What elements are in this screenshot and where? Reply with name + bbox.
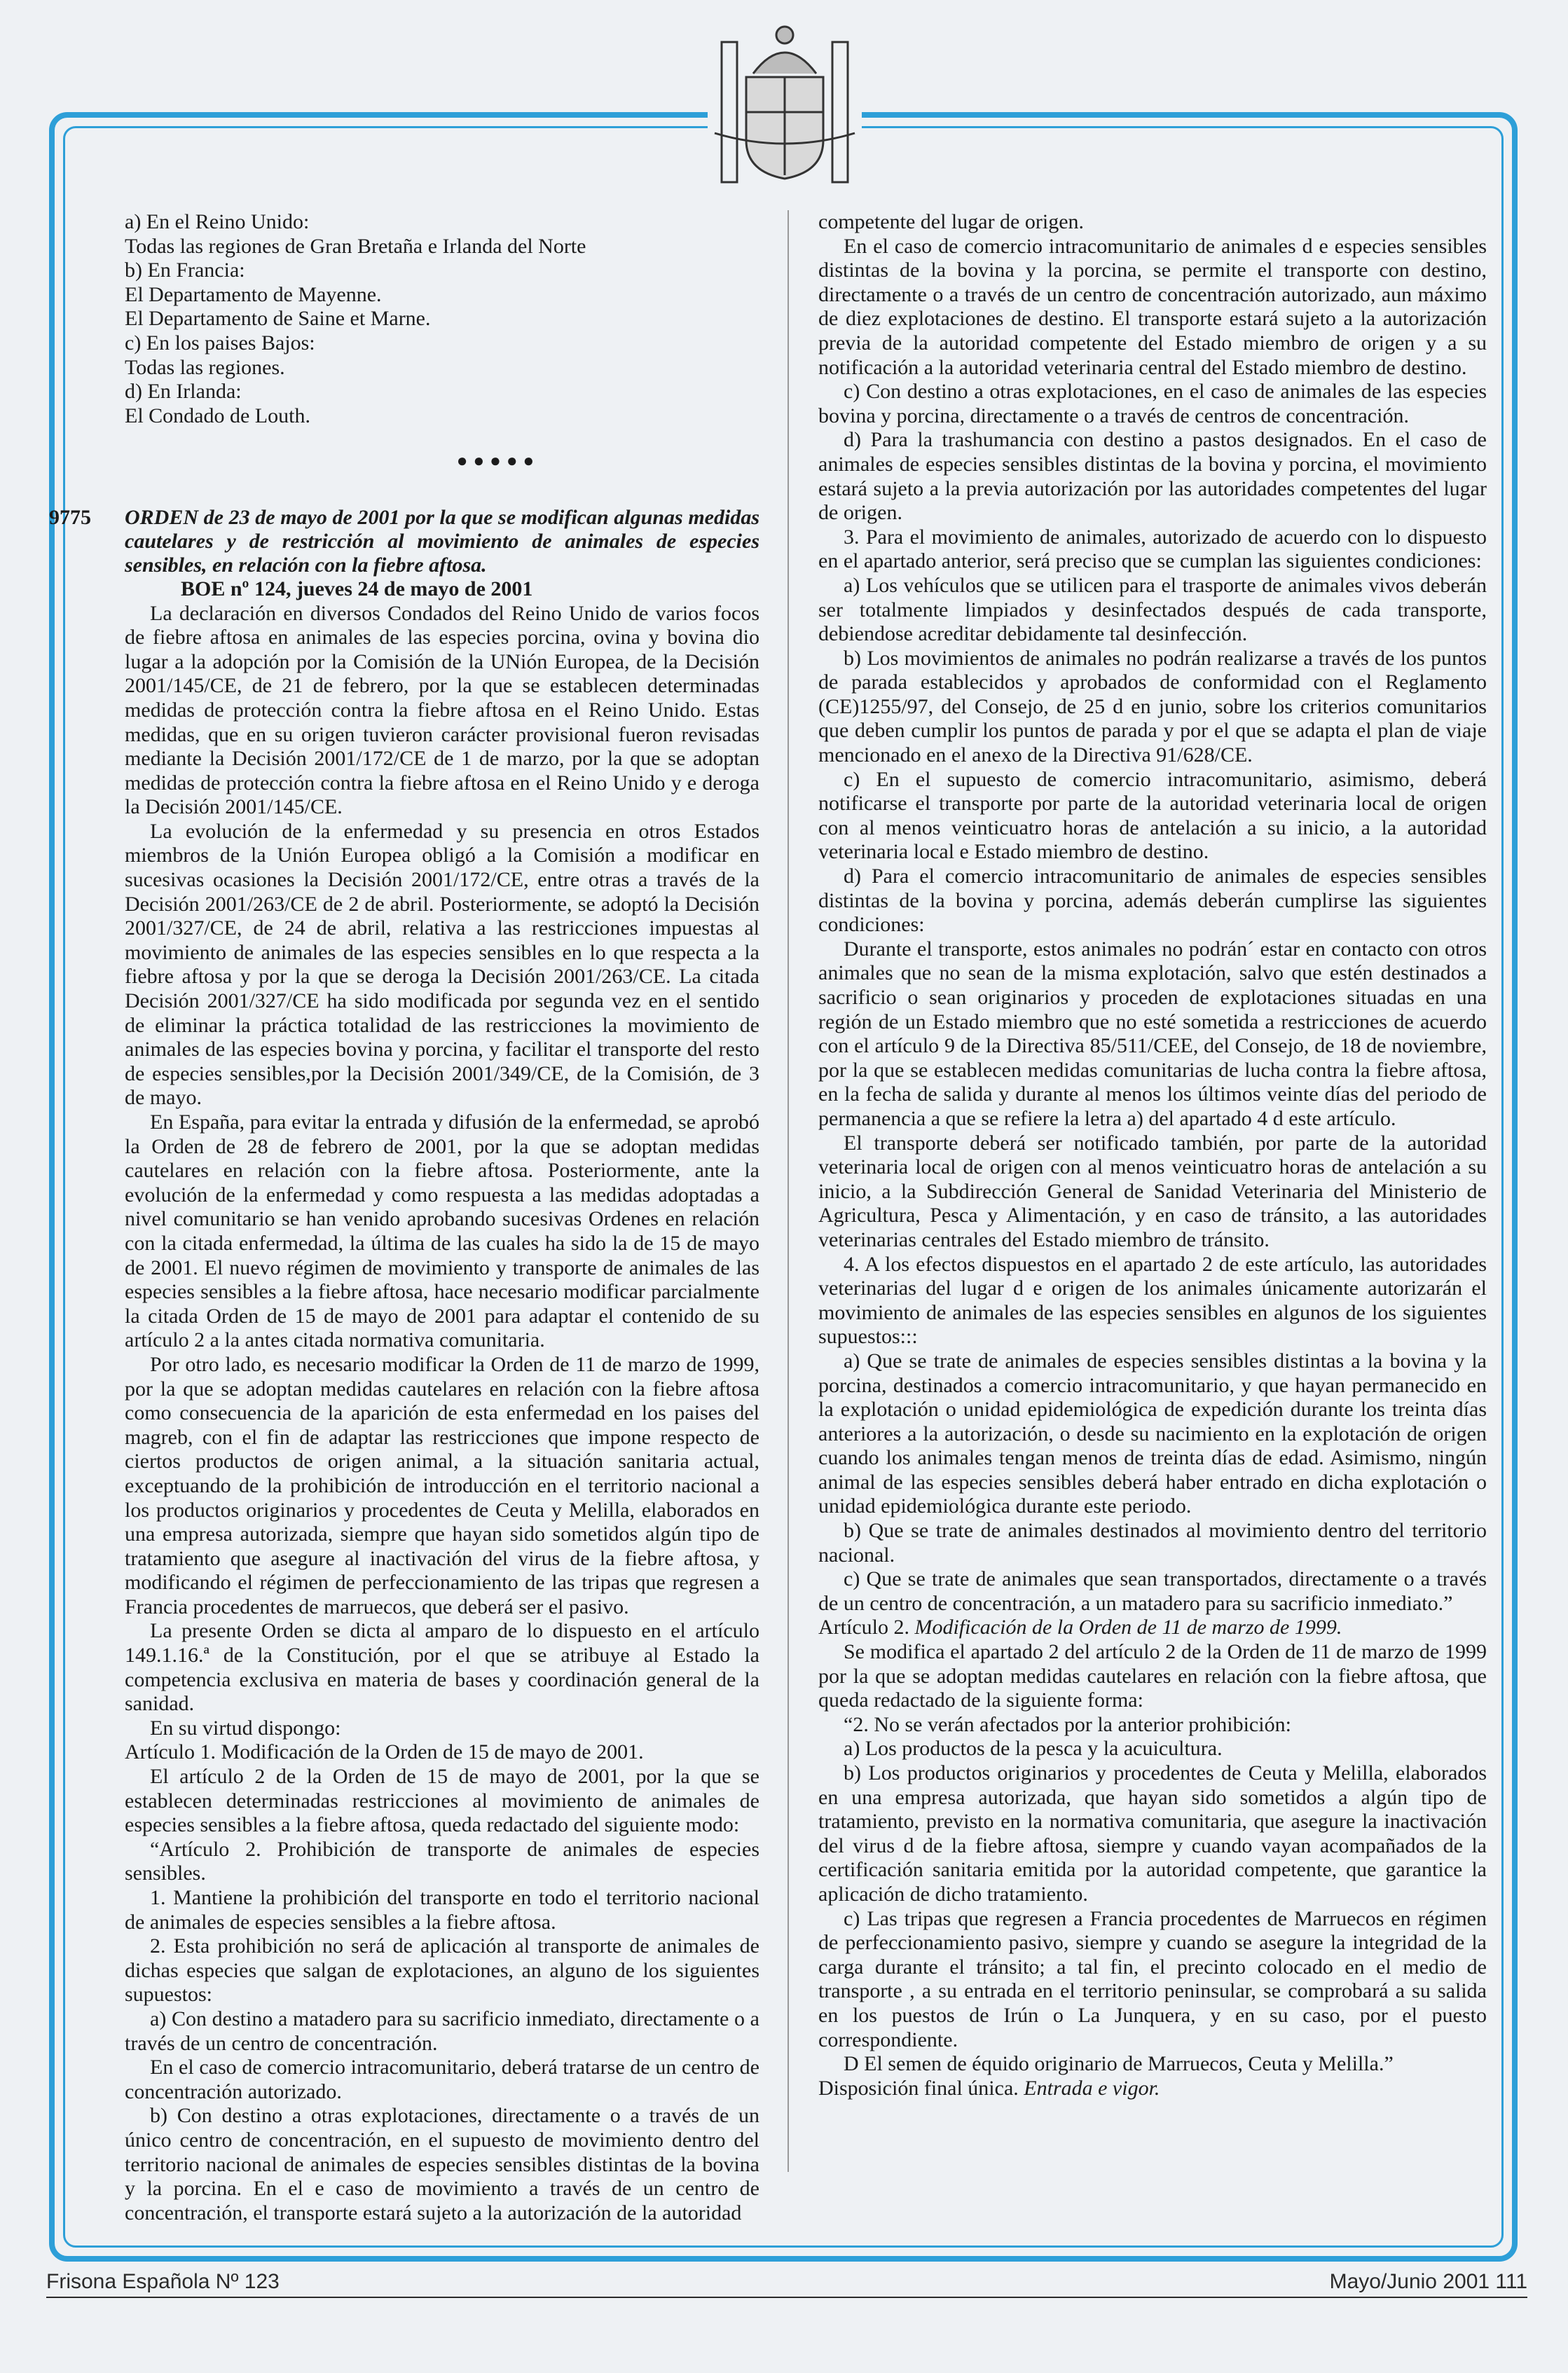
body-paragraph: competente del lugar de origen. (818, 210, 1085, 233)
body-paragraph: c) Que se trate de animales que sean transportados, directamente o a través de un centro de concentración, a un matadero para su sacrificio inmediato.” (818, 1567, 1487, 1615)
coat-of-arms-icon (708, 14, 862, 196)
body-paragraph: c) Con destino a otras explotaciones, en el caso de animales de las especies bovina y porcina, directamente o a través de centros de concentración. (818, 380, 1487, 427)
body-paragraph: c) En el supuesto de comercio intracomunitario, asimismo, deberá notificarse el transporte por parte de la autoridad veterinaria local de origen con al menos veinticuatro horas de antelación a su inicio, a la autoridad veterinaria local e Estado miembro de destino. (818, 767, 1487, 864)
body-paragraph: b) Los movimientos de animales no podrán realizarse a través de los puntos de parada establecidos y aprobados de conformidad con el Reglamento (CE)1255/97, del Consejo, de 25 d en junio, sobre los criterios comunitarios que deben cumplir los puntos de parada y por el que se adapta el plan de viaje mencionado en el anexo de la Directiva 91/628/CE. (818, 646, 1487, 767)
body-paragraph: El transporte deberá ser notificado también, por parte de la autoridad veterinaria local de origen con al menos veinticuatro horas de antelación a su inicio, a la Subdirección General de Sanidad Veterinaria del Ministerio de Agricultura, Pesca y Alimentación, y en caso de tránsito, a las autoridades veterinarias centrales del Estado miembro de tránsito. (818, 1131, 1487, 1251)
region-line: a) En el Reino Unido: (125, 210, 310, 233)
body-paragraph: El artículo 2 de la Orden de 15 de mayo de 2001, por la que se establecen determinadas restricciones al movimiento de animales de especies sensibles a la fiebre aftosa, queda redactado del siguiente modo: (125, 1765, 759, 1837)
footer-issue-page: Mayo/Junio 2001 111 (1329, 2270, 1527, 2293)
region-line: Todas las regiones de Gran Bretaña e Irlanda del Norte (125, 234, 586, 258)
order-heading (49, 505, 759, 577)
final-prefix: Disposición final única. (818, 2076, 1019, 2100)
body-paragraph: 4. A los efectos dispuestos en el apartado 2 de este artículo, las autoridades veterinarias del lugar d e origen de los animales únicamente autorizarán el movimiento de animales de las especies sensibles en algunos de los siguientes supuestos::: (818, 1252, 1487, 1349)
body-paragraph: Por otro lado, es necesario modificar la Orden de 11 de marzo de 1999, por la que se adoptan medidas cautelares en relación con la fiebre aftosa como consecuencia de la aparición de esta enfermedad en los paises del magreb, con el fin de adaptar las restricciones que impone respecto de ciertos productos de origen animal, a la situación sanitaria actual, exceptuando de la prohibición de introducción en el territorio nacional a los productos originarios y procedentes de Ceuta y Melilla, elaborados en una empresa autorizada, siempre que hayan sido sometidos algún tipo de tratamiento que asegure al inactivación del virus de la fiebre aftosa, y modificando el régimen de perfeccionamiento de las tripas que regresen a Francia procedentes de marruecos, que deberá ser el pasivo. (125, 1352, 759, 1618)
order-number: 9775 (49, 505, 91, 529)
body-paragraph: c) Las tripas que regresen a Francia procedentes de Marruecos en régimen de perfeccionamiento pasivo, siempre y cuando se asegure la integridad de la carga durante el tránsito; a tal fin, el precinto colocado en el medio de transporte , a su entrada en el territorio peninsular, se comprobará a su salida en los puestos de Irún o La Junquera, y en su caso, por el puesto correspondiente. (818, 1906, 1487, 2051)
boe-reference: BOE nº 124, jueves 24 de mayo de 2001 (181, 577, 533, 600)
body-paragraph: 2. Esta prohibición no será de aplicación al transporte de animales de dichas especies que salgan de explotaciones, an alguno de los siguientes supuestos: (125, 1934, 759, 2007)
body-paragraph: a) Los productos de la pesca y la acuicultura. (844, 1737, 1223, 1761)
region-line: d) En Irlanda: (125, 380, 242, 404)
article-prefix: Artículo 2. (818, 1616, 909, 1639)
footer-publication: Frisona Española Nº 123 (46, 2270, 280, 2293)
column-divider (788, 210, 789, 2172)
region-line: Todas las regiones. (125, 355, 285, 379)
body-paragraph: La declaración en diversos Condados del Reino Unido de varios focos de fiebre aftosa en animales de las especies porcina, ovina y bovina dio lugar a la adopción por la Comisión de la UNión Europea, de la Decisión 2001/145/CE, de 21 de febrero, por la que se establecen determinadas medidas de protección contra la fiebre aftosa en el Reino Unido. Estas medidas, que en su origen tuvieron carácter provisional fueron revisadas mediante la Decisión 2001/172/CE de 1 de marzo, por la que se adoptan medidas de protección contra la fiebre aftosa en el Reino Unido y e deroga la Decisión 2001/145/CE. (125, 601, 759, 819)
body-paragraph: En su virtud dispongo: (150, 1716, 341, 1740)
body-paragraph: b) Que se trate de animales destinados al movimiento dentro del territorio nacional. (818, 1519, 1487, 1567)
final-title: Entrada e vigor. (1024, 2076, 1160, 2100)
body-paragraph: 1. Mantiene la prohibición del transporte en todo el territorio nacional de animales de especies sensibles a la fiebre aftosa. (125, 1886, 759, 1934)
article-heading: Artículo 1. Modificación de la Orden de 15 de mayo de 2001. (125, 1740, 644, 1764)
body-paragraph: La presente Orden se dicta al amparo de lo dispuesto en el artículo 149.1.16.ª de la Constitución, por el que se atribuye al Estado la competencia exclusiva en materia de bases y coordinación general de la sanidad. (125, 1619, 759, 1716)
body-paragraph: b) Con destino a otras explotaciones, directamente o a través de un único centro de concentración, en el supuesto de movimiento dentro del territorio nacional de animales de especies sensibles distintas de la bovina y la porcina. En el e caso de movimiento a través de un centro de concentración, el transporte estará sujeto a la autorización de la autoridad (125, 2104, 759, 2224)
body-paragraph: La evolución de la enfermedad y su presencia en otros Estados miembros de la Unión Europea obligó a la Comisión a modificar en sucesivas ocasiones la Decisión 2001/172/CE, entre otras a través de la Decisión 2001/263/CE de 2 de abril. Posteriormente, se adoptó la Decisión 2001/327/CE, de 24 de abril, relativa a las restricciones impuestas al movimiento de animales de las especies sensibles en lo que respecta a la fiebre aftosa y por la que se deroga la Decisión 2001/263/CE. La citada Decisión 2001/327/CE ha sido modificada por segunda vez en el sentido de eliminar la práctica totalidad de las restricciones la movimiento de animales de las especies bovina y porcina, y facilitar el transporte del resto de especies sensibles,por la Decisión 2001/349/CE, de la Comisión, de 3 de mayo. (125, 819, 759, 1110)
body-paragraph: a) Con destino a matadero para su sacrificio inmediato, directamente o a través de un centro de concentración. (125, 2007, 759, 2055)
body-paragraph: d) Para la trashumancia con destino a pastos designados. En el caso de animales de especies sensibles distintas de la bovina y porcina, el movimiento estará sujeto a la previa autorización por las autoridades competentes del lugar de origen. (818, 428, 1487, 525)
region-line: El Departamento de Saine et Marne. (125, 307, 431, 331)
body-paragraph: d) Para el comercio intracomunitario de animales de especies sensibles distintas de la bovina y porcina, además deberán cumplirse las siguientes condiciones: (818, 865, 1487, 937)
region-line: c) En los paises Bajos: (125, 331, 315, 355)
body-paragraph: En el caso de comercio intracomunitario, deberá tratarse de un centro de concentración autorizado. (125, 2056, 759, 2103)
body-paragraph: “2. No se verán afectados por la anterior prohibición: (844, 1712, 1291, 1736)
body-paragraph: Durante el transporte, estos animales no podrán´ estar en contacto con otros animales que no sean de la misma explotación, salvo que estén destinados a sacrificio o sean originarios y proceden de explotaciones situadas en una región de un Estado miembro que no esté sometida a restricciones de acuerdo con el artículo 9 de la Directiva 85/511/CEE, del Consejo, de 18 de noviembre, por la que se establecen medidas comunitarias de lucha contra la fiebre aftosa, en la fecha de salida y durante al menos los últimos veinte días del periodo de permanencia a que se refiere la letra a) del apartado 4 d este artículo. (818, 937, 1487, 1130)
region-line: b) En Francia: (125, 259, 245, 282)
body-paragraph: Se modifica el apartado 2 del artículo 2 de la Orden de 11 de marzo de 1999 por la que se adoptan medidas cautelares en relación con la fiebre aftosa, que queda redactado de la siguiente forma: (818, 1640, 1487, 1712)
footer-rule (46, 2297, 1527, 2298)
body-paragraph: En el caso de comercio intracomunitario de animales d e especies sensibles distintas de la bovina y la porcina, se permite el transporte con destino, directamente o a través de un centro de concentración autorizado, aun máximo de diez explotaciones de destino. El transporte estará sujeto a la autorización previa de la autoridad competente del Estado miembro de origen y a su notificación a la autoridad veterinaria central del Estado miembro de destino. (818, 234, 1487, 379)
section-separator: ●●●●● (456, 450, 540, 472)
body-paragraph: “Artículo 2. Prohibición de transporte de animales de especies sensibles. (125, 1837, 759, 1885)
article-title: Modificación de la Orden de 11 de marzo de 1999. (914, 1616, 1342, 1639)
final-provision (818, 2077, 1487, 2101)
body-paragraph: b) Los productos originarios y procedentes de Ceuta y Melilla, elaborados en una empresa autorizada, que hayan sido sometidos a algún tipo de tratamiento, previsto en la normativa comunitaria, que asegure la inactivación del virus d de la fiebre aftosa, siempre y cuando vayan acompañados de la certificación sanitaria emitida por la autoridad competente, que garantice la aplicación de dicho tratamiento. (818, 1761, 1487, 1906)
region-line: El Condado de Louth. (125, 404, 310, 427)
region-line: El Departamento de Mayenne. (125, 282, 382, 306)
body-paragraph: a) Los vehículos que se utilicen para el trasporte de animales vivos deberán ser totalmente limpiados y desinfectados después de cada transporte, debiendose acreditar debidamente tal desinfección. (818, 573, 1487, 646)
article-heading (818, 1616, 1487, 1640)
body-paragraph: a) Que se trate de animales de especies sensibles distintas a la bovina y la porcina, destinados a comercio intracomunitario, y que hayan permanecido en la explotación o unidad epidemiológica de expedición durante los treinta días anteriores a la autorización, o desde su nacimiento en la explotación de origen cuando los animales tengan menos de treinta días de edad. Asimismo, ningún animal de las especies sensibles deberá haber entrado en dicha explotación o unidad epidemiológica durante este periodo. (818, 1349, 1487, 1518)
right-column (818, 210, 1487, 2100)
order-title: ORDEN de 23 de mayo de 2001 por la que se modifican algunas medidas cautelares y de restricción al movimiento de animales de especies sensibles, en relación con la fiebre aftosa. (125, 505, 759, 577)
body-paragraph: 3. Para el movimiento de animales, autorizado de acuerdo con lo dispuesto en el apartado anterior, será preciso que se cumplan las siguientes condiciones: (818, 525, 1487, 573)
body-paragraph: D El semen de équido originario de Marruecos, Ceuta y Melilla.” (844, 2052, 1394, 2076)
body-paragraph: En España, para evitar la entrada y difusión de la enfermedad, se aprobó la Orden de 28 de febrero de 2001, por la que se adoptan medidas cautelares en relación con la fiebre aftosa. Posteriormente, ante la evolución de la enfermedad y como respuesta a las medidas adoptadas a nivel comunitario se han venido aprobando sucesivas Ordenes en relación con la citada enfermedad, la última de las cuales ha sido la de 15 de mayo de 2001. El nuevo régimen de movimiento y transporte de animales de las especies sensibles a la fiebre aftosa, hace necesario modificar parcialmente la citada Orden de 15 de mayo de 2001 para adaptar el contenido de su artículo 2 a la antes citada normativa comunitaria. (125, 1110, 759, 1352)
left-column (49, 210, 759, 2225)
